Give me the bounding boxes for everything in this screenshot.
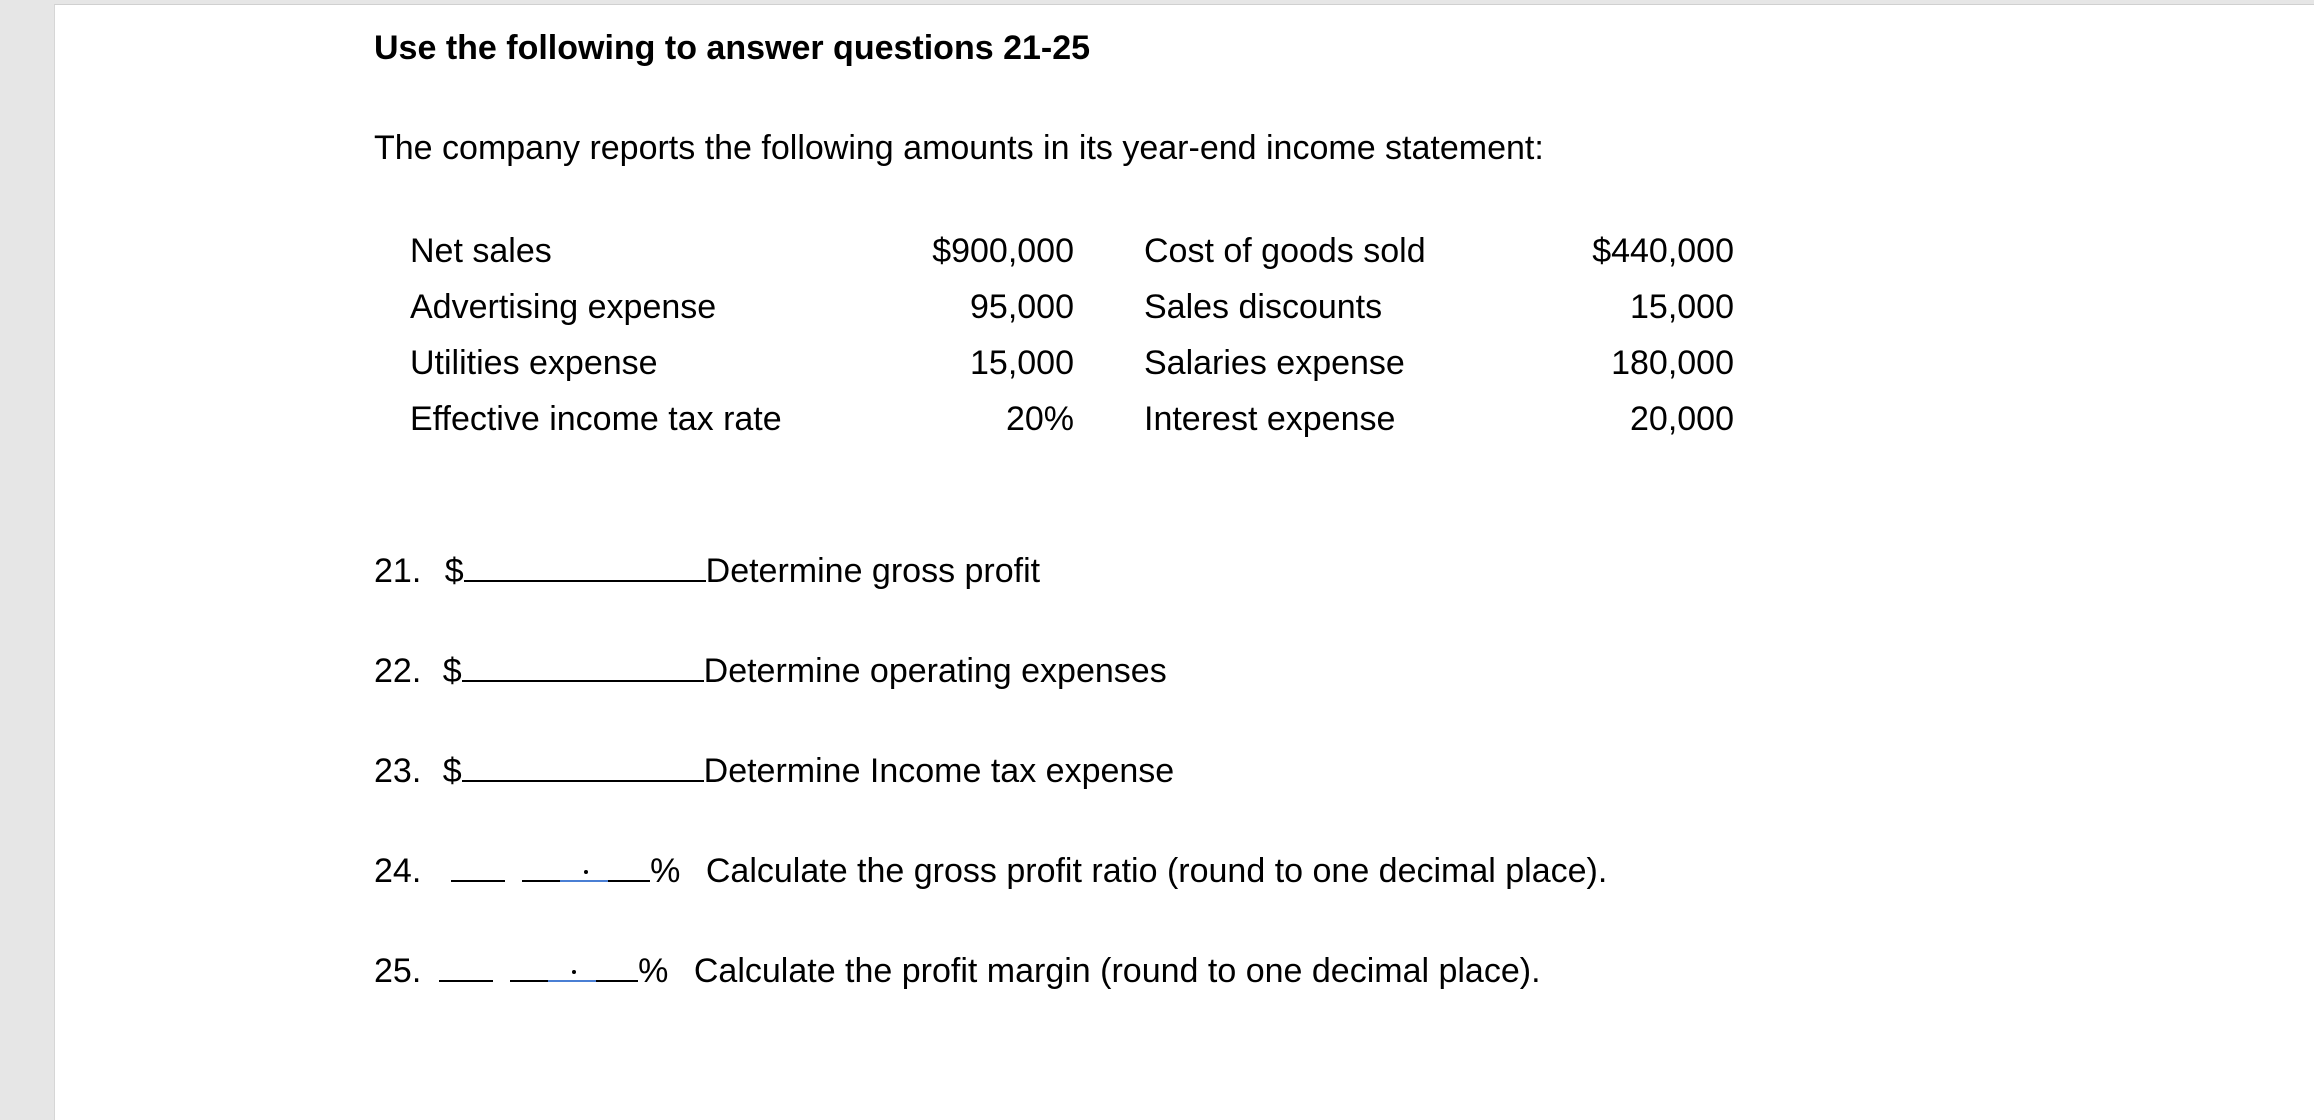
- question-25: [374, 950, 1541, 991]
- answer-blank[interactable]: [462, 650, 704, 682]
- question-number: 22.: [374, 652, 422, 690]
- row-label-1: Advertising expense: [410, 288, 717, 326]
- answer-blank-ones[interactable]: [522, 850, 560, 882]
- question-text: Determine operating expenses: [703, 652, 1167, 690]
- question-23: [374, 750, 1174, 791]
- row-value-2: 15,000: [1630, 288, 1734, 326]
- row-label-1: Effective income tax rate: [410, 400, 782, 438]
- question-24: [374, 850, 1607, 891]
- row-value-2: $440,000: [1592, 232, 1734, 270]
- decimal-point-icon: [572, 970, 576, 974]
- question-number: 23.: [374, 752, 422, 790]
- answer-blank-decimal[interactable]: [560, 850, 608, 882]
- question-22: [374, 650, 1167, 691]
- answer-blank-decimal[interactable]: [548, 950, 596, 982]
- answer-blank-tenths[interactable]: [608, 850, 650, 882]
- row-value-1: 95,000: [970, 288, 1074, 326]
- row-label-2: Interest expense: [1144, 400, 1396, 438]
- answer-blank-tens[interactable]: [451, 850, 505, 882]
- dollar-prefix: $: [442, 652, 462, 690]
- question-text: Calculate the profit margin (round to one decimal place).: [693, 952, 1541, 990]
- dollar-prefix: $: [442, 752, 462, 790]
- row-label-1: Utilities expense: [410, 344, 658, 382]
- answer-blank-ones[interactable]: [510, 950, 548, 982]
- answer-blank[interactable]: [462, 750, 704, 782]
- intro-text: The company reports the following amounts in its year-end income statement:: [374, 129, 1544, 167]
- question-21: [374, 550, 1040, 591]
- question-text: Determine Income tax expense: [703, 752, 1175, 790]
- answer-blank-tenths[interactable]: [596, 950, 638, 982]
- dollar-prefix: $: [444, 552, 464, 590]
- answer-blank-tens[interactable]: [439, 950, 493, 982]
- decimal-point-icon: [584, 870, 588, 874]
- row-label-1: Net sales: [410, 232, 552, 270]
- row-value-2: 20,000: [1630, 400, 1734, 438]
- row-value-1: 15,000: [970, 344, 1074, 382]
- answer-blank[interactable]: [464, 550, 706, 582]
- row-value-1: 20%: [1005, 400, 1074, 438]
- row-label-2: Sales discounts: [1144, 288, 1383, 326]
- percent-suffix: %: [650, 852, 681, 890]
- document-page: [54, 4, 2314, 1120]
- percent-suffix: %: [638, 952, 669, 990]
- row-value-2: 180,000: [1611, 344, 1734, 382]
- row-value-1: $900,000: [932, 232, 1074, 270]
- row-label-2: Cost of goods sold: [1144, 232, 1426, 270]
- question-number: 25.: [374, 952, 422, 990]
- question-number: 24.: [374, 852, 422, 890]
- question-text: Calculate the gross profit ratio (round to one decimal place).: [705, 852, 1608, 890]
- question-text: Determine gross profit: [705, 552, 1041, 590]
- question-number: 21.: [374, 552, 422, 590]
- section-heading: Use the following to answer questions 21-25: [374, 29, 1091, 67]
- row-label-2: Salaries expense: [1144, 344, 1405, 382]
